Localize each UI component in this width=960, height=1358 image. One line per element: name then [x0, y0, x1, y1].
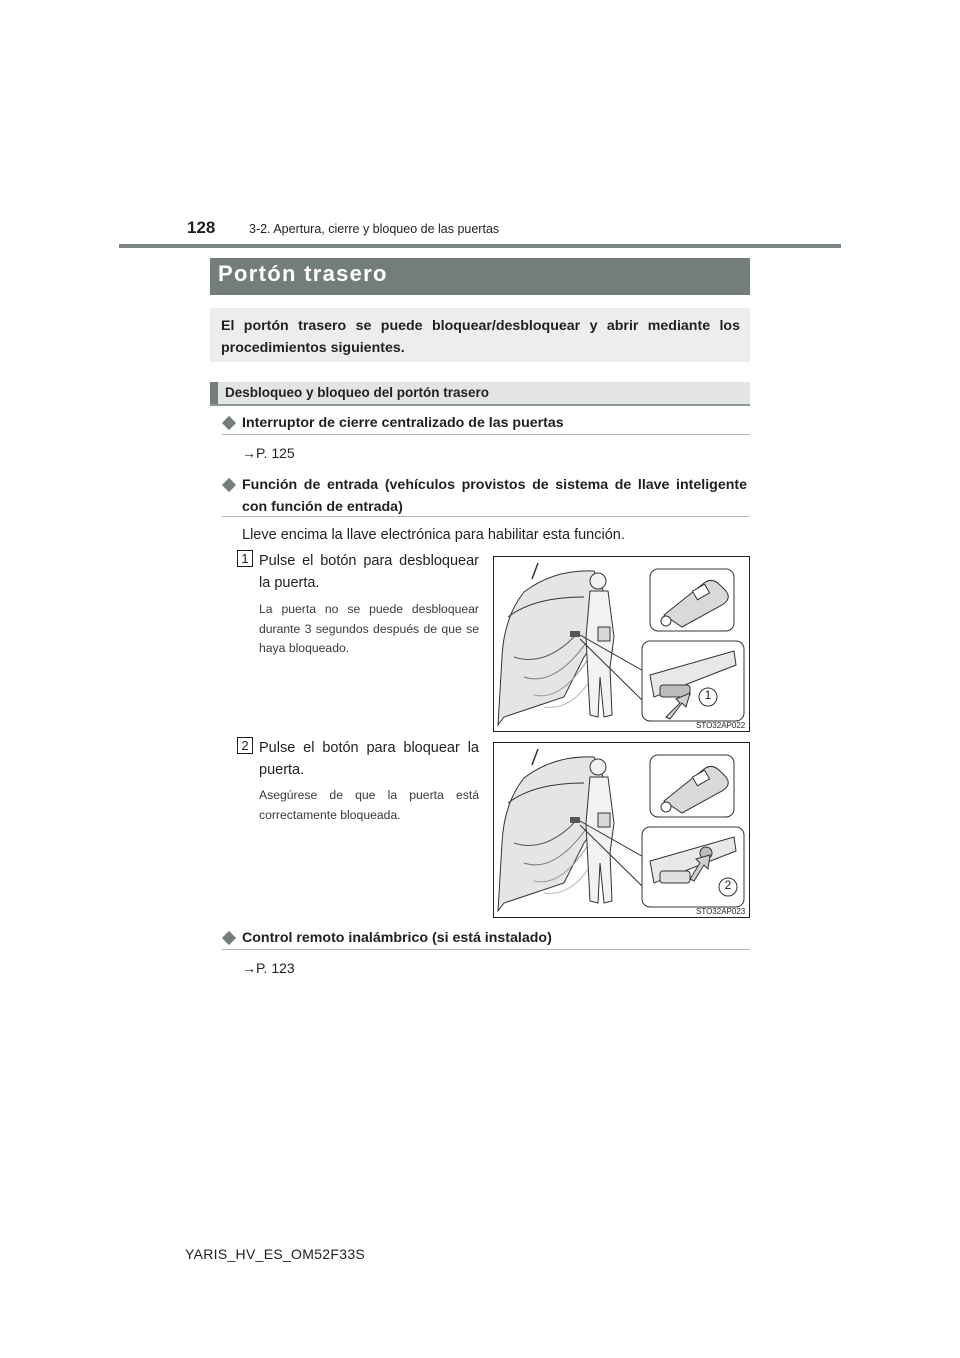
- item-text: Lleve encima la llave electrónica para habilitar esta función.: [242, 527, 625, 543]
- item-heading: Interruptor de cierre centralizado de las puertas: [242, 415, 564, 431]
- intro-text: El portón trasero se puede bloquear/desbloquear y abrir mediante los procedimientos siguientes.: [221, 318, 740, 356]
- item-rule: [222, 516, 750, 517]
- figure-code: STO32AP022: [696, 721, 746, 730]
- header-rule: [119, 244, 841, 248]
- item-rule: [222, 434, 750, 435]
- subsection-heading: Desbloqueo y bloqueo del portón trasero: [225, 385, 490, 400]
- arrow-icon: →: [242, 960, 256, 976]
- section-title: 3-2. Apertura, cierre y bloqueo de las puertas: [249, 222, 500, 236]
- car-rear-illustration: [494, 557, 751, 733]
- step-badge: 1: [237, 550, 253, 567]
- page-title: Portón trasero: [218, 261, 388, 286]
- car-rear-illustration: [494, 743, 751, 919]
- item-heading: Función de entrada (vehículos provistos de sistema de llave inteligente con función de entrada): [242, 477, 747, 515]
- figure-code: STO32AP023: [696, 907, 746, 916]
- figure-lock: [493, 742, 750, 918]
- item-rule: [222, 949, 750, 950]
- diamond-bullet-icon: [222, 416, 236, 430]
- diamond-bullet-icon: [222, 931, 236, 945]
- figure-callout: 1: [704, 688, 712, 702]
- step-note: Asegúrese de que la puerta está correctamente bloqueada.: [259, 788, 479, 822]
- page-reference: →P. 123: [242, 960, 295, 976]
- page-reference: →P. 125: [242, 445, 295, 461]
- page-number: 128: [187, 218, 216, 237]
- arrow-icon: →: [242, 445, 256, 461]
- figure-unlock: [493, 556, 750, 732]
- step-main-text: Pulse el botón para desbloquear la puerta.: [259, 553, 479, 591]
- step-main-text: Pulse el botón para bloquear la puerta.: [259, 740, 479, 778]
- subsection-rule: [210, 404, 750, 406]
- footer-code: YARIS_HV_ES_OM52F33S: [185, 1246, 366, 1262]
- step-note: La puerta no se puede desbloquear durante 3 segundos después de que se haya bloqueado.: [259, 602, 479, 655]
- item-heading: Control remoto inalámbrico (si está instalado): [242, 930, 552, 946]
- diamond-bullet-icon: [222, 478, 236, 492]
- step-badge: 2: [237, 737, 253, 754]
- figure-callout: 2: [724, 878, 732, 892]
